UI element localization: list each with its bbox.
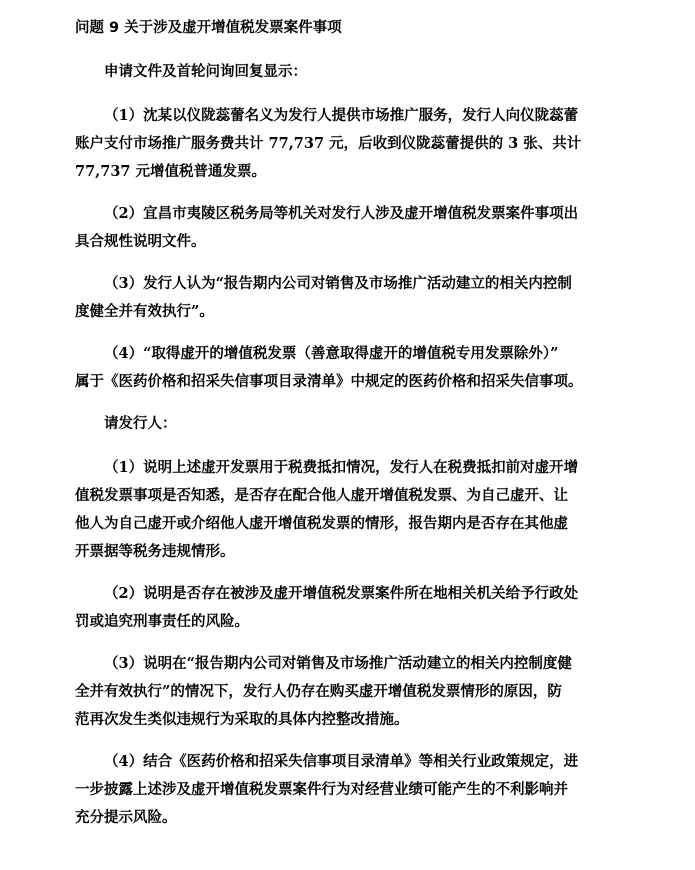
request-paragraph-line: （4）结合《医药价格和招采失信事项目录清单》等相关行业政策规定，进 bbox=[104, 753, 579, 770]
fact-paragraph-line: 度健全并有效执行”。 bbox=[75, 303, 214, 320]
request-paragraph-4 bbox=[75, 748, 633, 832]
fact-paragraph-line: （4）“取得虚开的增值税发票（善意取得虚开的增值税专用发票除外）” bbox=[104, 345, 559, 362]
fact-paragraph-line: （3）发行人认为“报告期内公司对销售及市场推广活动建立的相关内控制 bbox=[104, 275, 572, 292]
facts-section bbox=[75, 102, 633, 396]
request-paragraph-line: 全并有效执行”的情况下，发行人仍存在购买虚开增值税发票情形的原因，防 bbox=[75, 683, 562, 700]
fact-paragraph-line: 属于《医药价格和招采失信事项目录清单》中规定的医药价格和招采失信事项。 bbox=[75, 373, 583, 390]
request-paragraph-line: 一步披露上述涉及虚开增值税发票案件行为对经营业绩可能产生的不利影响并 bbox=[75, 781, 568, 798]
request-label: 请发行人： bbox=[104, 415, 177, 432]
request-paragraph-line: 开票据等税务违规情形。 bbox=[75, 543, 235, 560]
request-paragraph-line: 罚或追究刑事责任的风险。 bbox=[75, 613, 249, 630]
request-paragraph-line: 充分提示风险。 bbox=[75, 809, 177, 826]
fact-paragraph-line: 账户支付市场推广服务费共计 77,737 元，后收到仪陇蕊蕾提供的 3 张、共计 bbox=[75, 135, 582, 152]
fact-paragraph-4 bbox=[75, 340, 633, 396]
question-title: 问题 9 关于涉及虚开增值税发票案件事项 bbox=[75, 20, 342, 36]
fact-paragraph-line: 77,737 元增值税普通发票。 bbox=[75, 163, 267, 180]
request-paragraph-1 bbox=[75, 454, 633, 566]
fact-paragraph-3 bbox=[75, 270, 633, 326]
fact-paragraph-line: （2）宜昌市夷陵区税务局等机关对发行人涉及虚开增值税发票案件事项出 bbox=[104, 205, 579, 222]
request-paragraph-line: 值税发票事项是否知悉，是否存在配合他人虚开增值税发票、为自己虚开、让 bbox=[75, 487, 568, 504]
request-paragraph-3 bbox=[75, 650, 633, 734]
intro-text: 申请文件及首轮问询回复显示： bbox=[104, 63, 307, 80]
request-paragraph-line: （3）说明在“报告期内公司对销售及市场推广活动建立的相关内控制度健 bbox=[104, 655, 572, 672]
fact-paragraph-line: 具合规性说明文件。 bbox=[75, 233, 206, 250]
request-paragraph-line: 他人为自己虚开或介绍他人虚开增值税发票的情形，报告期内是否存在其他虚 bbox=[75, 515, 568, 532]
request-paragraph-2 bbox=[75, 580, 633, 636]
fact-paragraph-line: （1）沈某以仪陇蕊蕾名义为发行人提供市场推广服务，发行人向仪陇蕊蕾 bbox=[104, 107, 579, 124]
fact-paragraph-2 bbox=[75, 200, 633, 256]
requests-section bbox=[75, 454, 633, 832]
fact-paragraph-1 bbox=[75, 102, 633, 186]
request-paragraph-line: （1）说明上述虚开发票用于税费抵扣情况，发行人在税费抵扣前对虚开增 bbox=[104, 459, 579, 476]
request-paragraph-line: 范再次发生类似违规行为采取的具体内控整改措施。 bbox=[75, 711, 409, 728]
request-paragraph-line: （2）说明是否存在被涉及虚开增值税发票案件所在地相关机关给予行政处 bbox=[104, 585, 579, 602]
